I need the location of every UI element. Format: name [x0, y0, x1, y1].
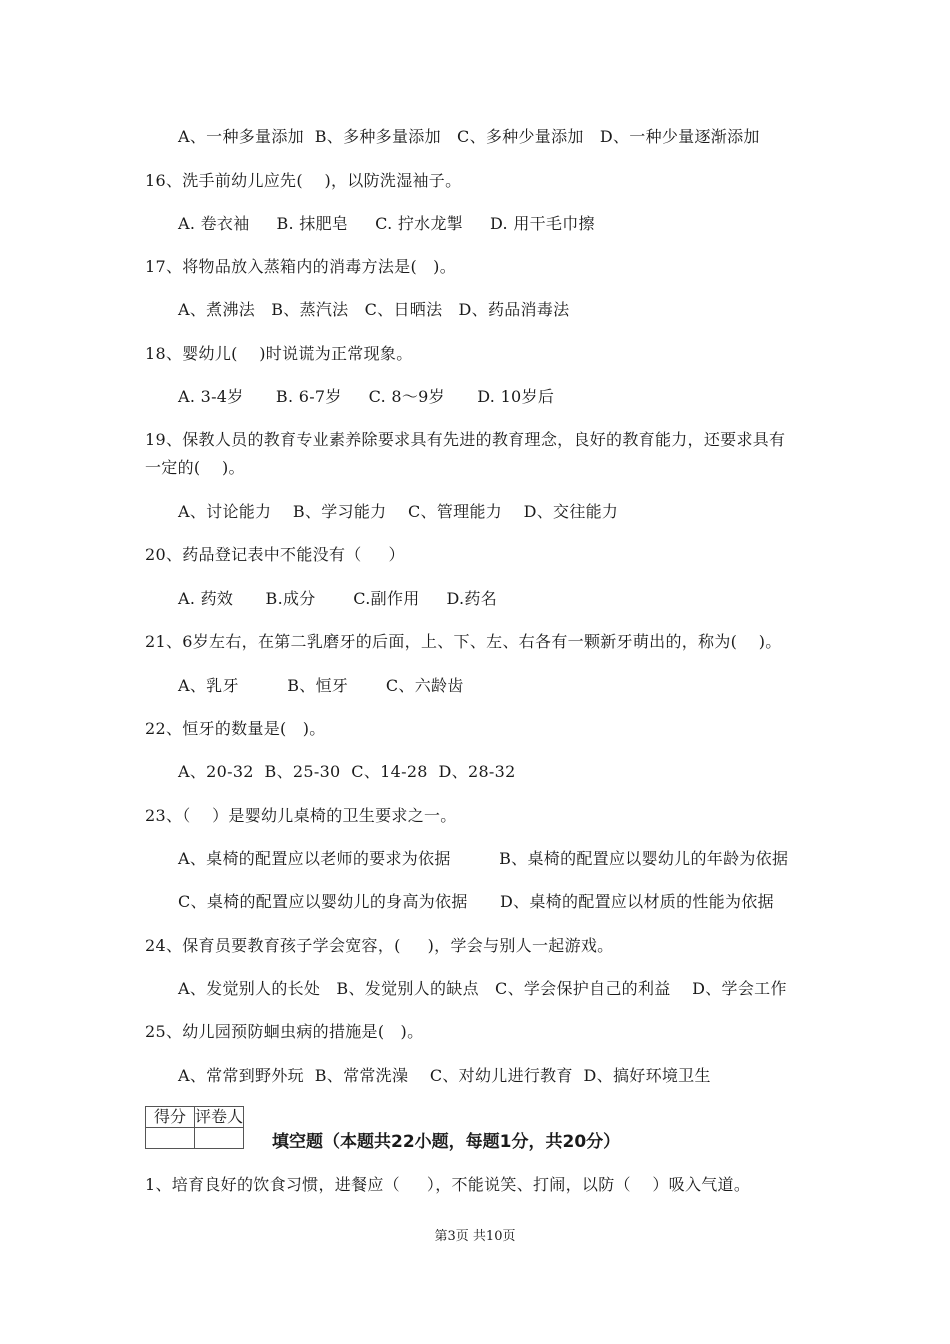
question-22-options: A、20-32 B、25-30 C、14-28 D、28-32	[178, 762, 516, 781]
question-25-options: A、常常到野外玩 B、常常洗澡 C、对幼儿进行教育 D、搞好环境卫生	[178, 1066, 711, 1085]
question-25: 25、幼儿园预防蛔虫病的措施是( )。	[145, 1022, 424, 1041]
page-footer: 第3页 共10页	[434, 1229, 516, 1244]
question-15-options: A、一种多量添加 B、多种多量添加 C、多种少量添加 D、一种少量逐渐添加	[178, 127, 760, 146]
question-17-options: A、煮沸法 B、蒸汽法 C、日晒法 D、药品消毒法	[178, 300, 570, 319]
question-19-line1: 19、保教人员的教育专业素养除要求具有先进的教育理念，良好的教育能力，还要求具有	[145, 430, 786, 449]
question-20: 20、药品登记表中不能没有（ ）	[145, 545, 405, 564]
question-24-options: A、发觉别人的长处 B、发觉别人的缺点 C、学会保护自己的利益 D、学会工作	[178, 979, 787, 998]
fill-question-1: 1、培育良好的饮食习惯，进餐应（ ），不能说笑、打闹，以防（ ）吸入气道。	[145, 1175, 751, 1194]
score-cell	[146, 1128, 195, 1149]
question-20-options: A. 药效 B.成分 C.副作用 D.药名	[178, 589, 498, 608]
question-16-options: A. 卷衣袖 B. 抹肥皂 C. 拧水龙掣 D. 用干毛巾擦	[178, 214, 595, 233]
question-23-options-cd: C、桌椅的配置应以婴幼儿的身高为依据 D、桌椅的配置应以材质的性能为依据	[178, 892, 774, 911]
question-18: 18、婴幼儿( )时说谎为正常现象。	[145, 344, 413, 363]
question-23-options-ab: A、桌椅的配置应以老师的要求为依据 B、桌椅的配置应以婴幼儿的年龄为依据	[178, 849, 789, 868]
question-17: 17、将物品放入蒸箱内的消毒方法是( )。	[145, 257, 457, 276]
question-16: 16、洗手前幼儿应先( )，以防洗湿袖子。	[145, 171, 462, 190]
section-title: 填空题（本题共22小题，每题1分，共20分）	[272, 1132, 621, 1152]
question-19-options: A、讨论能力 B、学习能力 C、管理能力 D、交往能力	[178, 502, 619, 521]
question-24: 24、保育员要教育孩子学会宽容，( )，学会与别人一起游戏。	[145, 936, 614, 955]
question-21-options: A、乳牙 B、恒牙 C、六龄齿	[178, 676, 464, 695]
score-header: 得分	[146, 1107, 195, 1128]
question-21: 21、6岁左右，在第二乳磨牙的后面，上、下、左、右各有一颗新牙萌出的，称为( )。	[145, 632, 782, 651]
question-22: 22、恒牙的数量是( )。	[145, 719, 326, 738]
grader-header: 评卷人	[195, 1107, 244, 1126]
question-18-options: A. 3-4岁 B. 6-7岁 C. 8～9岁 D. 10岁后	[178, 387, 555, 406]
question-23: 23、（ ）是婴幼儿桌椅的卫生要求之一。	[145, 806, 457, 825]
question-19-line2: 一定的( )。	[145, 458, 245, 477]
score-table	[145, 1106, 244, 1149]
grader-cell	[195, 1128, 244, 1149]
